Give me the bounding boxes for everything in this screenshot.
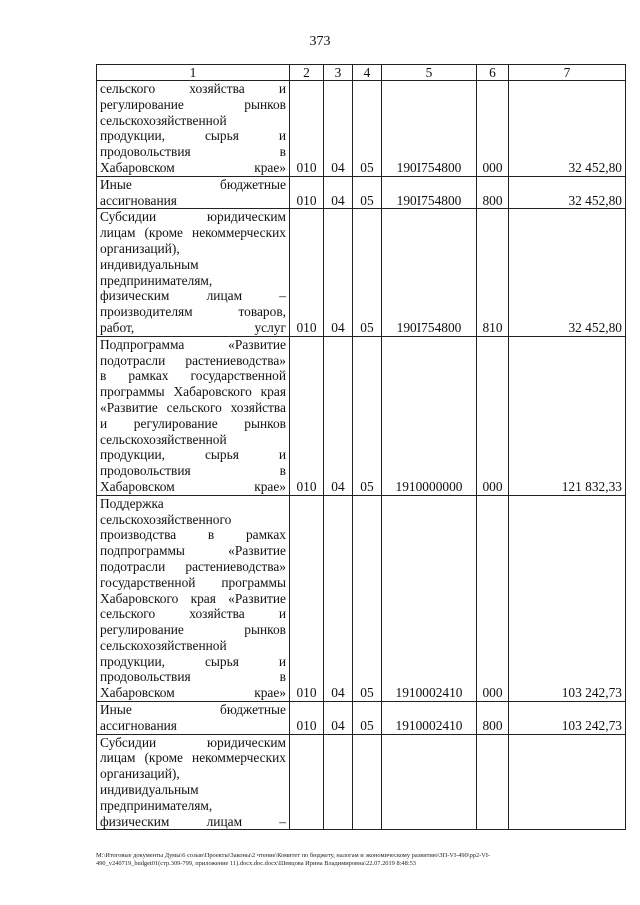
row-cell-c5 xyxy=(382,734,477,830)
row-name-line: сельскохозяйственной xyxy=(100,431,227,447)
row-name-line: организаций), xyxy=(100,240,180,256)
budget-table xyxy=(96,64,626,830)
footer-line-2: 490_v240719_budget01(стр.309-799, приложение 11).docx.doc.docx\Шевцова Ирина Владимировна\22.07.2019 8:48:53 xyxy=(96,860,416,867)
row-cell-c3: 04 xyxy=(324,702,353,735)
row-name-line: организаций), xyxy=(100,766,180,782)
row-name-line: и регулирование рынков xyxy=(100,415,286,431)
row-cell-c6: 000 xyxy=(477,495,509,701)
table-header-row xyxy=(97,65,626,81)
row-cell-c2: 010 xyxy=(290,336,324,495)
row-cell-c5: 190I754800 xyxy=(382,81,477,177)
row-name-cell xyxy=(97,209,290,336)
row-name-line: Иные бюджетные xyxy=(100,176,286,192)
row-name-line: сельскохозяйственной xyxy=(100,637,227,653)
row-cell-c4: 05 xyxy=(353,81,382,177)
row-name-line: Хабаровского края «Развитие xyxy=(100,590,286,606)
table-row xyxy=(97,734,626,830)
row-cell-c7: 32 452,80 xyxy=(509,176,626,209)
row-cell-c5: 1910002410 xyxy=(382,702,477,735)
row-name-line: Хабаровском крае» xyxy=(100,685,286,701)
row-cell-c2 xyxy=(290,734,324,830)
row-cell-c3 xyxy=(324,734,353,830)
row-cell-c6: 000 xyxy=(477,336,509,495)
row-name-line: физическим лицам – xyxy=(100,288,286,304)
footer-line-1: M:\Итоговые документы Думы\6 созыв\Проекты\Законы\2 чтение\Комитет по бюджету, налогам и экономическому развитию\ЗП-VI-490\рр2-VI- xyxy=(96,852,491,859)
row-name-line: программы Хабаровского края xyxy=(100,384,286,400)
row-cell-c3: 04 xyxy=(324,495,353,701)
row-name-line: сельскохозяйственного xyxy=(100,511,232,527)
row-name-line: ассигнования xyxy=(100,192,177,208)
row-cell-c5: 190I754800 xyxy=(382,209,477,336)
row-cell-c7: 103 242,73 xyxy=(509,495,626,701)
row-name-line: Хабаровском крае» xyxy=(100,159,286,175)
row-name-line: производства в рамках xyxy=(100,527,286,543)
row-cell-c7: 121 832,33 xyxy=(509,336,626,495)
row-name-line: предпринимателям, xyxy=(100,797,213,813)
row-name-line: Поддержка xyxy=(100,495,164,511)
row-cell-c3: 04 xyxy=(324,81,353,177)
table-body xyxy=(97,81,626,830)
row-cell-c6: 800 xyxy=(477,176,509,209)
row-name-line: продовольствия в xyxy=(100,669,286,685)
row-name-line: государственной программы xyxy=(100,574,286,590)
row-cell-c7: 103 242,73 xyxy=(509,702,626,735)
row-name-cell xyxy=(97,734,290,830)
header-col-2: 2 xyxy=(290,65,324,81)
row-name-line: «Развитие сельского хозяйства xyxy=(100,399,286,415)
row-cell-c2: 010 xyxy=(290,176,324,209)
row-name-line: индивидуальным xyxy=(100,782,199,798)
row-cell-c2: 010 xyxy=(290,495,324,701)
row-cell-c7: 32 452,80 xyxy=(509,81,626,177)
row-cell-c6: 810 xyxy=(477,209,509,336)
row-cell-c5: 1910002410 xyxy=(382,495,477,701)
row-cell-c4: 05 xyxy=(353,336,382,495)
row-cell-c6 xyxy=(477,734,509,830)
row-cell-c5: 1910000000 xyxy=(382,336,477,495)
row-cell-c4: 05 xyxy=(353,702,382,735)
header-col-7: 7 xyxy=(509,65,626,81)
table-row xyxy=(97,495,626,701)
row-name-line: Иные бюджетные xyxy=(100,702,286,718)
row-cell-c4 xyxy=(353,734,382,830)
row-cell-c7: 32 452,80 xyxy=(509,209,626,336)
row-name-line: предпринимателям, xyxy=(100,272,213,288)
row-name-line: лицам (кроме некоммерческих xyxy=(100,225,286,241)
table-row xyxy=(97,81,626,177)
row-cell-c6: 000 xyxy=(477,81,509,177)
header-col-6: 6 xyxy=(477,65,509,81)
row-name-line: сельского хозяйства и xyxy=(100,606,286,622)
table-row xyxy=(97,176,626,209)
row-name-line: регулирование рынков xyxy=(100,96,286,112)
row-cell-c4: 05 xyxy=(353,176,382,209)
table-row xyxy=(97,336,626,495)
row-cell-c2: 010 xyxy=(290,702,324,735)
row-name-line: в рамках государственной xyxy=(100,368,286,384)
row-name-line: индивидуальным xyxy=(100,256,199,272)
row-name-line: продовольствия в xyxy=(100,463,286,479)
row-name-line: продукции, сырья и xyxy=(100,128,286,144)
row-name-cell xyxy=(97,176,290,209)
row-name-line: подотрасли растениеводства» xyxy=(100,558,286,574)
row-name-cell xyxy=(97,336,290,495)
row-cell-c7 xyxy=(509,734,626,830)
file-path-footer xyxy=(96,852,626,868)
page-number: 373 xyxy=(309,34,331,49)
row-name-line: продукции, сырья и xyxy=(100,447,286,463)
row-name-line: Подпрограмма «Развитие xyxy=(100,336,286,352)
row-cell-c3: 04 xyxy=(324,336,353,495)
row-name-line: Субсидии юридическим xyxy=(100,734,286,750)
row-cell-c2: 010 xyxy=(290,81,324,177)
row-cell-c4: 05 xyxy=(353,209,382,336)
row-cell-c2: 010 xyxy=(290,209,324,336)
row-name-line: ассигнования xyxy=(100,717,177,733)
header-col-3: 3 xyxy=(324,65,353,81)
row-name-line: подпрограммы «Развитие xyxy=(100,543,286,559)
row-cell-c3: 04 xyxy=(324,176,353,209)
row-name-line: сельского хозяйства и xyxy=(100,81,286,96)
row-name-line: работ, услуг xyxy=(100,319,286,335)
row-cell-c5: 190I754800 xyxy=(382,176,477,209)
row-name-cell xyxy=(97,702,290,735)
table-row xyxy=(97,209,626,336)
row-name-cell xyxy=(97,81,290,177)
row-cell-c4: 05 xyxy=(353,495,382,701)
row-name-line: подотрасли растениеводства» xyxy=(100,352,286,368)
row-name-line: сельскохозяйственной xyxy=(100,112,227,128)
row-name-line: производителям товаров, xyxy=(100,304,286,320)
row-name-line: физическим лицам – xyxy=(100,813,286,829)
row-name-cell xyxy=(97,495,290,701)
row-name-line: Хабаровском крае» xyxy=(100,478,286,494)
row-name-line: продовольствия в xyxy=(100,144,286,160)
table-row xyxy=(97,702,626,735)
row-name-line: регулирование рынков xyxy=(100,622,286,638)
row-name-line: продукции, сырья и xyxy=(100,653,286,669)
header-col-4: 4 xyxy=(353,65,382,81)
header-col-1: 1 xyxy=(97,65,290,81)
header-col-5: 5 xyxy=(382,65,477,81)
row-cell-c3: 04 xyxy=(324,209,353,336)
row-name-line: лицам (кроме некоммерческих xyxy=(100,750,286,766)
row-cell-c6: 800 xyxy=(477,702,509,735)
row-name-line: Субсидии юридическим xyxy=(100,209,286,225)
